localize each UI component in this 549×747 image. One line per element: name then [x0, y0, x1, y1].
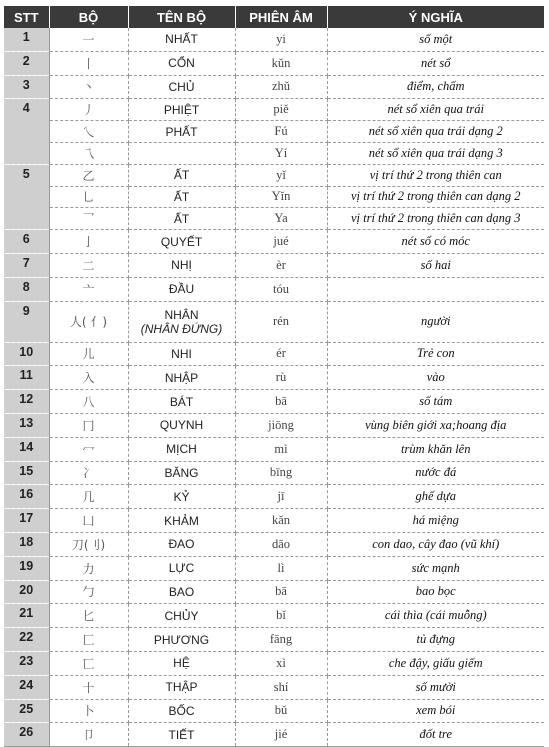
- table-row: [4, 485, 544, 509]
- radical-name-cell: KỶ: [128, 485, 235, 509]
- table-row: [4, 342, 544, 366]
- pinyin-cell: Yǐn: [235, 186, 327, 208]
- stt-cell: 2: [4, 51, 49, 75]
- meaning-cell: nước đá: [327, 461, 544, 485]
- stt-cell: 9: [4, 301, 49, 342]
- radical-cell: 乀: [49, 121, 128, 143]
- radical-cell: 亅: [49, 230, 128, 254]
- radicals-table: [4, 6, 544, 747]
- radical-cell: 乙: [49, 164, 128, 186]
- radical-cell: 丨: [49, 51, 128, 75]
- meaning-cell: trùm khăn lên: [327, 437, 544, 461]
- table-row: [4, 461, 544, 485]
- pinyin-cell: fāng: [235, 628, 327, 652]
- pinyin-cell: Fú: [235, 121, 327, 143]
- pinyin-cell: rén: [235, 301, 327, 342]
- stt-cell: 11: [4, 366, 49, 390]
- stt-cell: 4: [4, 99, 49, 164]
- stt-cell: 1: [4, 28, 49, 51]
- radical-cell: 乁: [49, 142, 128, 164]
- radical-name-cell: CHỦY: [128, 604, 235, 628]
- pinyin-cell: jié: [235, 723, 327, 747]
- pinyin-cell: kǎn: [235, 509, 327, 533]
- radical-name-cell: CỔN: [128, 51, 235, 75]
- header-stt: STT: [4, 6, 49, 28]
- table-row: [4, 604, 544, 628]
- table-row: [4, 186, 544, 208]
- table-row: [4, 28, 544, 51]
- stt-cell: 26: [4, 723, 49, 747]
- radical-cell: 亠: [49, 277, 128, 301]
- radical-cell: 乛: [49, 208, 128, 230]
- stt-cell: 5: [4, 164, 49, 229]
- pinyin-cell: bā: [235, 390, 327, 414]
- pinyin-cell: ér: [235, 342, 327, 366]
- stt-cell: 13: [4, 413, 49, 437]
- meaning-cell: [327, 277, 544, 301]
- radical-cell: 十: [49, 675, 128, 699]
- table-row: [4, 628, 544, 652]
- meaning-cell: người: [327, 301, 544, 342]
- radical-name-cell: [128, 301, 235, 342]
- meaning-cell: ghế dựa: [327, 485, 544, 509]
- table-row: [4, 277, 544, 301]
- meaning-cell: Trẻ con: [327, 342, 544, 366]
- stt-cell: 14: [4, 437, 49, 461]
- meaning-cell: vị trí thứ 2 trong thiên can: [327, 164, 544, 186]
- meaning-cell: cái thìa (cái muỗng): [327, 604, 544, 628]
- radical-name-cell: MỊCH: [128, 437, 235, 461]
- pinyin-cell: Ya: [235, 208, 327, 230]
- table-row: [4, 164, 544, 186]
- pinyin-cell: kǔn: [235, 51, 327, 75]
- meaning-cell: vào: [327, 366, 544, 390]
- table-row: [4, 413, 544, 437]
- meaning-cell: nét sổ: [327, 51, 544, 75]
- table-row: [4, 651, 544, 675]
- stt-cell: 3: [4, 75, 49, 99]
- meaning-cell: điểm, chấm: [327, 75, 544, 99]
- table-row: [4, 75, 544, 99]
- meaning-cell: con dao, cây đao (vũ khí): [327, 532, 544, 556]
- meaning-cell: nét sổ có móc: [327, 230, 544, 254]
- radical-name-cell: NHẤT: [128, 28, 235, 51]
- radical-name-cell: NHẬP: [128, 366, 235, 390]
- radical-name-cell: HỆ: [128, 651, 235, 675]
- pinyin-cell: xì: [235, 651, 327, 675]
- header-y-nghia: Ý NGHĨA: [327, 6, 544, 28]
- stt-cell: 7: [4, 253, 49, 277]
- radical-cell: 卩: [49, 723, 128, 747]
- radical-name-cell: BAO: [128, 580, 235, 604]
- pinyin-cell: jiōng: [235, 413, 327, 437]
- radical-cell: 入: [49, 366, 128, 390]
- pinyin-cell: shí: [235, 675, 327, 699]
- stt-cell: 23: [4, 651, 49, 675]
- pinyin-cell: yi: [235, 28, 327, 51]
- radical-name-cell: BỐC: [128, 699, 235, 723]
- meaning-cell: tủ đựng: [327, 628, 544, 652]
- radical-name-cell: [128, 142, 235, 164]
- meaning-cell: nét sổ xiên qua trái dạng 3: [327, 142, 544, 164]
- table-row: [4, 366, 544, 390]
- meaning-cell: sức mạnh: [327, 556, 544, 580]
- pinyin-cell: bīng: [235, 461, 327, 485]
- stt-cell: 22: [4, 628, 49, 652]
- table-row: [4, 699, 544, 723]
- radical-cell: 凵: [49, 509, 128, 533]
- radical-cell: 刀(刂): [49, 532, 128, 556]
- radical-cell: 匸: [49, 651, 128, 675]
- table-row: [4, 230, 544, 254]
- radical-name-cell: CHỦ: [128, 75, 235, 99]
- stt-cell: 12: [4, 390, 49, 414]
- pinyin-cell: jī: [235, 485, 327, 509]
- pinyin-cell: èr: [235, 253, 327, 277]
- radical-cell: 丶: [49, 75, 128, 99]
- pinyin-cell: lì: [235, 556, 327, 580]
- radicals-table-container: [4, 6, 544, 747]
- pinyin-cell: tóu: [235, 277, 327, 301]
- pinyin-cell: Yí: [235, 142, 327, 164]
- table-row: [4, 532, 544, 556]
- pinyin-cell: bǐ: [235, 604, 327, 628]
- stt-cell: 24: [4, 675, 49, 699]
- radical-name-cell: PHẤT: [128, 121, 235, 143]
- header-bo: BỘ: [49, 6, 128, 28]
- table-row: [4, 556, 544, 580]
- pinyin-cell: zhǔ: [235, 75, 327, 99]
- radical-name-cell: ẤT: [128, 208, 235, 230]
- header-ten-bo: TÊN BỘ: [128, 6, 235, 28]
- meaning-cell: che đậy, giấu giếm: [327, 651, 544, 675]
- radical-name-cell: THẬP: [128, 675, 235, 699]
- radical-cell: 儿: [49, 342, 128, 366]
- stt-cell: 16: [4, 485, 49, 509]
- stt-cell: 10: [4, 342, 49, 366]
- radical-cell: 一: [49, 28, 128, 51]
- meaning-cell: há miệng: [327, 509, 544, 533]
- radical-name-cell: QUYẾT: [128, 230, 235, 254]
- radical-cell: 冖: [49, 437, 128, 461]
- radical-name-cell: NHI: [128, 342, 235, 366]
- meaning-cell: số mười: [327, 675, 544, 699]
- radical-cell: 卜: [49, 699, 128, 723]
- radical-name-main: NHÂN: [164, 307, 199, 322]
- radical-name-cell: ẤT: [128, 164, 235, 186]
- radical-cell: 丿: [49, 99, 128, 121]
- table-row: [4, 51, 544, 75]
- table-row: [4, 301, 544, 342]
- radical-name-sub: (NHÂN ĐỨNG): [140, 321, 223, 336]
- stt-cell: 18: [4, 532, 49, 556]
- radical-name-cell: PHƯƠNG: [128, 628, 235, 652]
- stt-cell: 17: [4, 509, 49, 533]
- stt-cell: 19: [4, 556, 49, 580]
- table-row: [4, 390, 544, 414]
- meaning-cell: số hai: [327, 253, 544, 277]
- meaning-cell: bao bọc: [327, 580, 544, 604]
- radical-name-cell: ẤT: [128, 186, 235, 208]
- pinyin-cell: bǔ: [235, 699, 327, 723]
- radical-name-cell: BÁT: [128, 390, 235, 414]
- radical-cell: 几: [49, 485, 128, 509]
- table-row: [4, 142, 544, 164]
- table-row: [4, 208, 544, 230]
- table-header-row: [4, 6, 544, 28]
- radical-cell: 人( 亻): [49, 301, 128, 342]
- radical-name-cell: QUYNH: [128, 413, 235, 437]
- pinyin-cell: piě: [235, 99, 327, 121]
- table-row: [4, 675, 544, 699]
- meaning-cell: xem bói: [327, 699, 544, 723]
- radical-cell: 匕: [49, 604, 128, 628]
- stt-cell: 20: [4, 580, 49, 604]
- table-row: [4, 723, 544, 747]
- pinyin-cell: rù: [235, 366, 327, 390]
- stt-cell: 6: [4, 230, 49, 254]
- meaning-cell: số tám: [327, 390, 544, 414]
- radical-cell: 二: [49, 253, 128, 277]
- radical-name-cell: ĐAO: [128, 532, 235, 556]
- meaning-cell: đốt tre: [327, 723, 544, 747]
- meaning-cell: số một: [327, 28, 544, 51]
- stt-cell: 25: [4, 699, 49, 723]
- stt-cell: 15: [4, 461, 49, 485]
- radical-name-cell: TIẾT: [128, 723, 235, 747]
- pinyin-cell: yǐ: [235, 164, 327, 186]
- pinyin-cell: dāo: [235, 532, 327, 556]
- radical-name-cell: NHỊ: [128, 253, 235, 277]
- stt-cell: 8: [4, 277, 49, 301]
- radical-cell: 冂: [49, 413, 128, 437]
- pinyin-cell: bā: [235, 580, 327, 604]
- radical-name-cell: ĐẦU: [128, 277, 235, 301]
- header-phien-am: PHIÊN ÂM: [235, 6, 327, 28]
- radical-name-cell: BĂNG: [128, 461, 235, 485]
- radical-name-cell: KHẢM: [128, 509, 235, 533]
- table-body: [4, 28, 544, 747]
- meaning-cell: vị trí thứ 2 trong thiên can dạng 2: [327, 186, 544, 208]
- meaning-cell: nét sổ xiên qua trái: [327, 99, 544, 121]
- table-row: [4, 437, 544, 461]
- table-row: [4, 99, 544, 121]
- radical-cell: 冫: [49, 461, 128, 485]
- stt-cell: 21: [4, 604, 49, 628]
- pinyin-cell: mì: [235, 437, 327, 461]
- radical-cell: 勹: [49, 580, 128, 604]
- table-row: [4, 580, 544, 604]
- table-row: [4, 121, 544, 143]
- table-row: [4, 253, 544, 277]
- radical-cell: 八: [49, 390, 128, 414]
- radical-name-cell: LỰC: [128, 556, 235, 580]
- pinyin-cell: jué: [235, 230, 327, 254]
- table-row: [4, 509, 544, 533]
- meaning-cell: vị trí thứ 2 trong thiên can dạng 3: [327, 208, 544, 230]
- radical-cell: 乚: [49, 186, 128, 208]
- radical-cell: 匚: [49, 628, 128, 652]
- meaning-cell: vùng biên giới xa;hoang địa: [327, 413, 544, 437]
- radical-cell: 力: [49, 556, 128, 580]
- radical-name-cell: PHIỆT: [128, 99, 235, 121]
- meaning-cell: nét sổ xiên qua trái dạng 2: [327, 121, 544, 143]
